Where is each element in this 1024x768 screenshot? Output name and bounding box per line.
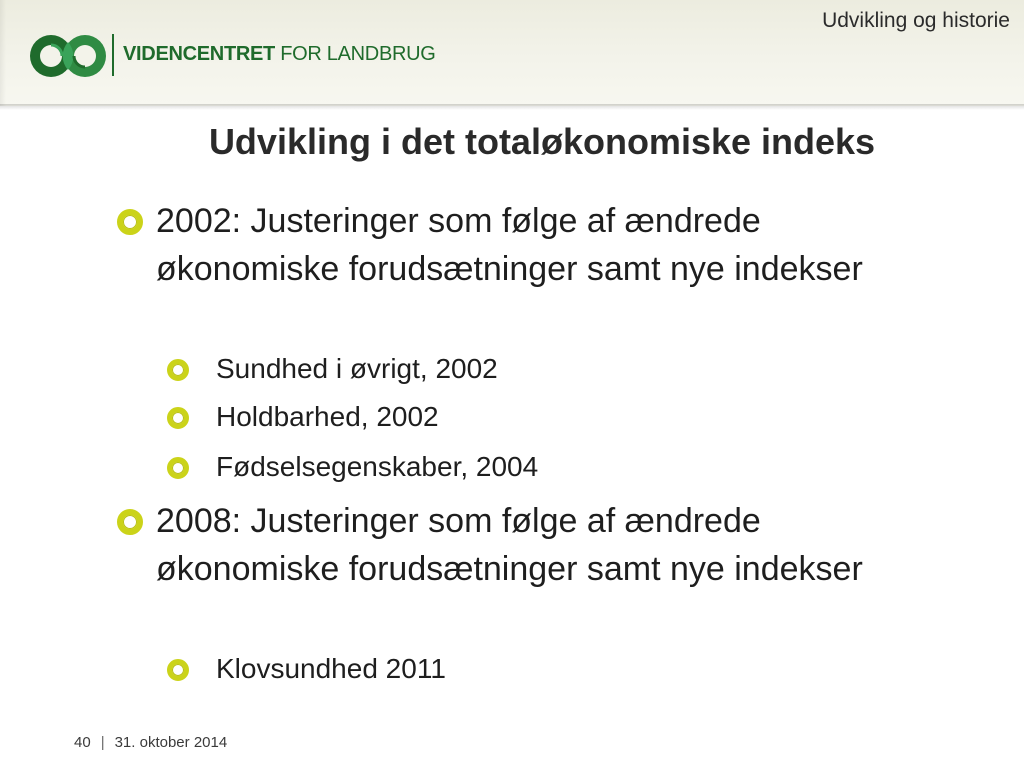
sub-bullet-item: Holdbarhed, 2002 xyxy=(216,401,439,432)
sub-bullet-item: Fødselsegenskaber, 2004 xyxy=(216,451,539,482)
sub-bullet-item: Sundhed i øvrigt, 2002 xyxy=(216,353,498,384)
logo-name-bold: VIDENCENTRET xyxy=(123,43,275,65)
bullet-item: 2002: Justeringer som følge af ændrede økonomiske forudsætninger samt nye indekser xyxy=(156,202,863,288)
bullet-item: 2008: Justeringer som følge af ændrede økonomiske forudsætninger samt nye indekser xyxy=(156,502,863,588)
sub-bullet-marker-icon xyxy=(167,659,189,681)
bullet-marker-icon xyxy=(117,509,143,535)
sub-bullet-marker-icon xyxy=(167,359,189,381)
page-number: 40 xyxy=(74,734,91,751)
footer-date: 31. oktober 2014 xyxy=(114,734,228,751)
footer-separator: | xyxy=(100,734,105,751)
sub-bullet-item: Klovsundhed 2011 xyxy=(216,653,446,684)
section-label: Udvikling og historie xyxy=(822,9,1010,32)
sub-bullet-marker-icon xyxy=(167,407,189,429)
logo-name-regular: FOR LANDBRUG xyxy=(274,43,436,65)
footer xyxy=(74,734,227,751)
bullet-marker-icon xyxy=(117,209,143,235)
sub-bullet-marker-icon xyxy=(167,457,189,479)
slide-title: Udvikling i det totaløkonomiske indeks xyxy=(208,121,876,162)
